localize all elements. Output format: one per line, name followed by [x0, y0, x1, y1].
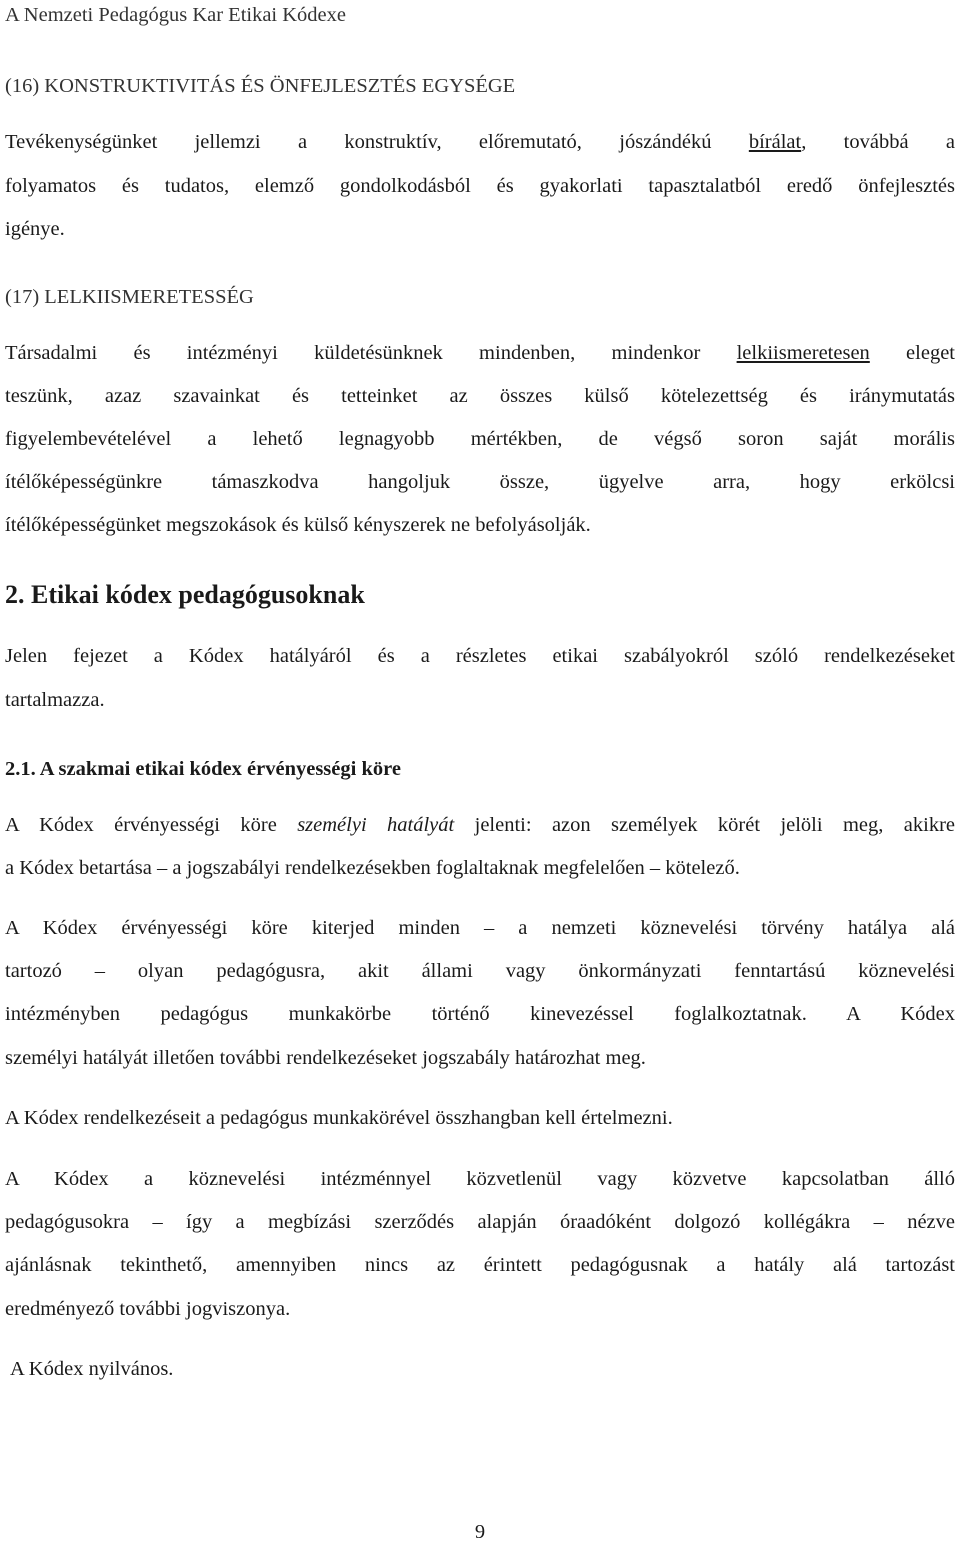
link-lelkiismeretesen[interactable]: lelkiismeretesen [736, 342, 870, 364]
section-17-line-5: ítélőképességünket megszokások és külső kényszerek ne befolyásolják. [5, 514, 591, 536]
chapter-2-1-p1-line-2: a Kódex betartása – a jogszabályi rendelkezésekben foglaltaknak megfelelően – kötelező. [5, 857, 740, 879]
section-17-line-1 [5, 340, 955, 366]
chapter-2-1-p4-line-1: A Kódex a köznevelési intézménnyel közvetlenül vagy közvetve kapcsolatban álló [5, 1168, 955, 1190]
chapter-2-1-p1-line-1 [5, 812, 955, 838]
text-span: Tevékenységünket jellemzi a konstruktív, előremutató, jószándékú [5, 131, 749, 153]
chapter-2-line-1: Jelen fejezet a Kódex hatályáról és a részletes etikai szabályokról szóló rendelkezéseket [5, 645, 955, 667]
text-span: , továbbá a [801, 131, 955, 153]
section-16-line-2: folyamatos és tudatos, elemző gondolkodásból és gyakorlati tapasztalatból eredő önfejlesztés [5, 175, 955, 197]
text-span: A Kódex érvényességi köre [5, 814, 298, 836]
chapter-2-heading: 2. Etikai kódex pedagógusoknak [5, 580, 365, 609]
link-biralat[interactable]: bírálat [748, 131, 802, 153]
chapter-2-line-2: tartalmazza. [5, 689, 105, 711]
text-span: jelenti: azon személyek körét jelöli meg, akikre [454, 814, 955, 836]
chapter-2-1-p2-line-4: személyi hatályát illetően további rendelkezéseket jogszabály határozhat meg. [5, 1047, 646, 1069]
chapter-2-1-p3: A Kódex rendelkezéseit a pedagógus munkakörével összhangban kell értelmezni. [5, 1107, 673, 1129]
chapter-2-1-p4-line-4: eredményező további jogviszonya. [5, 1298, 291, 1320]
chapter-2-1-p5: A Kódex nyilvános. [10, 1358, 174, 1380]
emphasis-szemelyi-hatalyat: személyi hatályát [297, 814, 455, 836]
section-16-title: (16) KONSTRUKTIVITÁS ÉS ÖNFEJLESZTÉS EGYSÉGE [5, 75, 516, 97]
section-16-line-3: igénye. [5, 218, 65, 240]
chapter-2-1-p2-line-3: intézményben pedagógus munkakörbe történő kinevezéssel foglalkoztatnak. A Kódex [5, 1003, 955, 1025]
section-17-line-2: teszünk, azaz szavainkat és tetteinket az összes külső kötelezettség és iránymutatás [5, 385, 955, 407]
chapter-2-1-heading: 2.1. A szakmai etikai kódex érvényességi köre [5, 758, 401, 780]
text-span: Társadalmi és intézményi küldetésünknek mindenben, mindenkor [5, 342, 737, 364]
page-number: 9 [474, 1521, 486, 1543]
section-17-line-3: figyelembevételével a lehető legnagyobb mértékben, de végső soron saját morális [5, 428, 955, 450]
text-span: eleget [869, 342, 955, 364]
chapter-2-1-p4-line-3: ajánlásnak tekinthető, amennyiben nincs az érintett pedagógusnak a hatály alá tartozást [5, 1254, 955, 1276]
section-16-line-1 [5, 129, 955, 155]
chapter-2-1-p2-line-2: tartozó – olyan pedagógusra, akit állami vagy önkormányzati fenntartású köznevelési [5, 960, 955, 982]
section-17-line-4: ítélőképességünkre támaszkodva hangoljuk össze, ügyelve arra, hogy erkölcsi [5, 471, 955, 493]
chapter-2-1-p2-line-1: A Kódex érvényességi köre kiterjed minden – a nemzeti köznevelési törvény hatálya alá [5, 917, 955, 939]
section-17-title: (17) LELKIISMERETESSÉG [5, 286, 254, 308]
document-header-title: A Nemzeti Pedagógus Kar Etikai Kódexe [5, 4, 347, 26]
chapter-2-1-p4-line-2: pedagógusokra – így a megbízási szerződés alapján óraadóként dolgozó kollégákra – nézve [5, 1211, 955, 1233]
